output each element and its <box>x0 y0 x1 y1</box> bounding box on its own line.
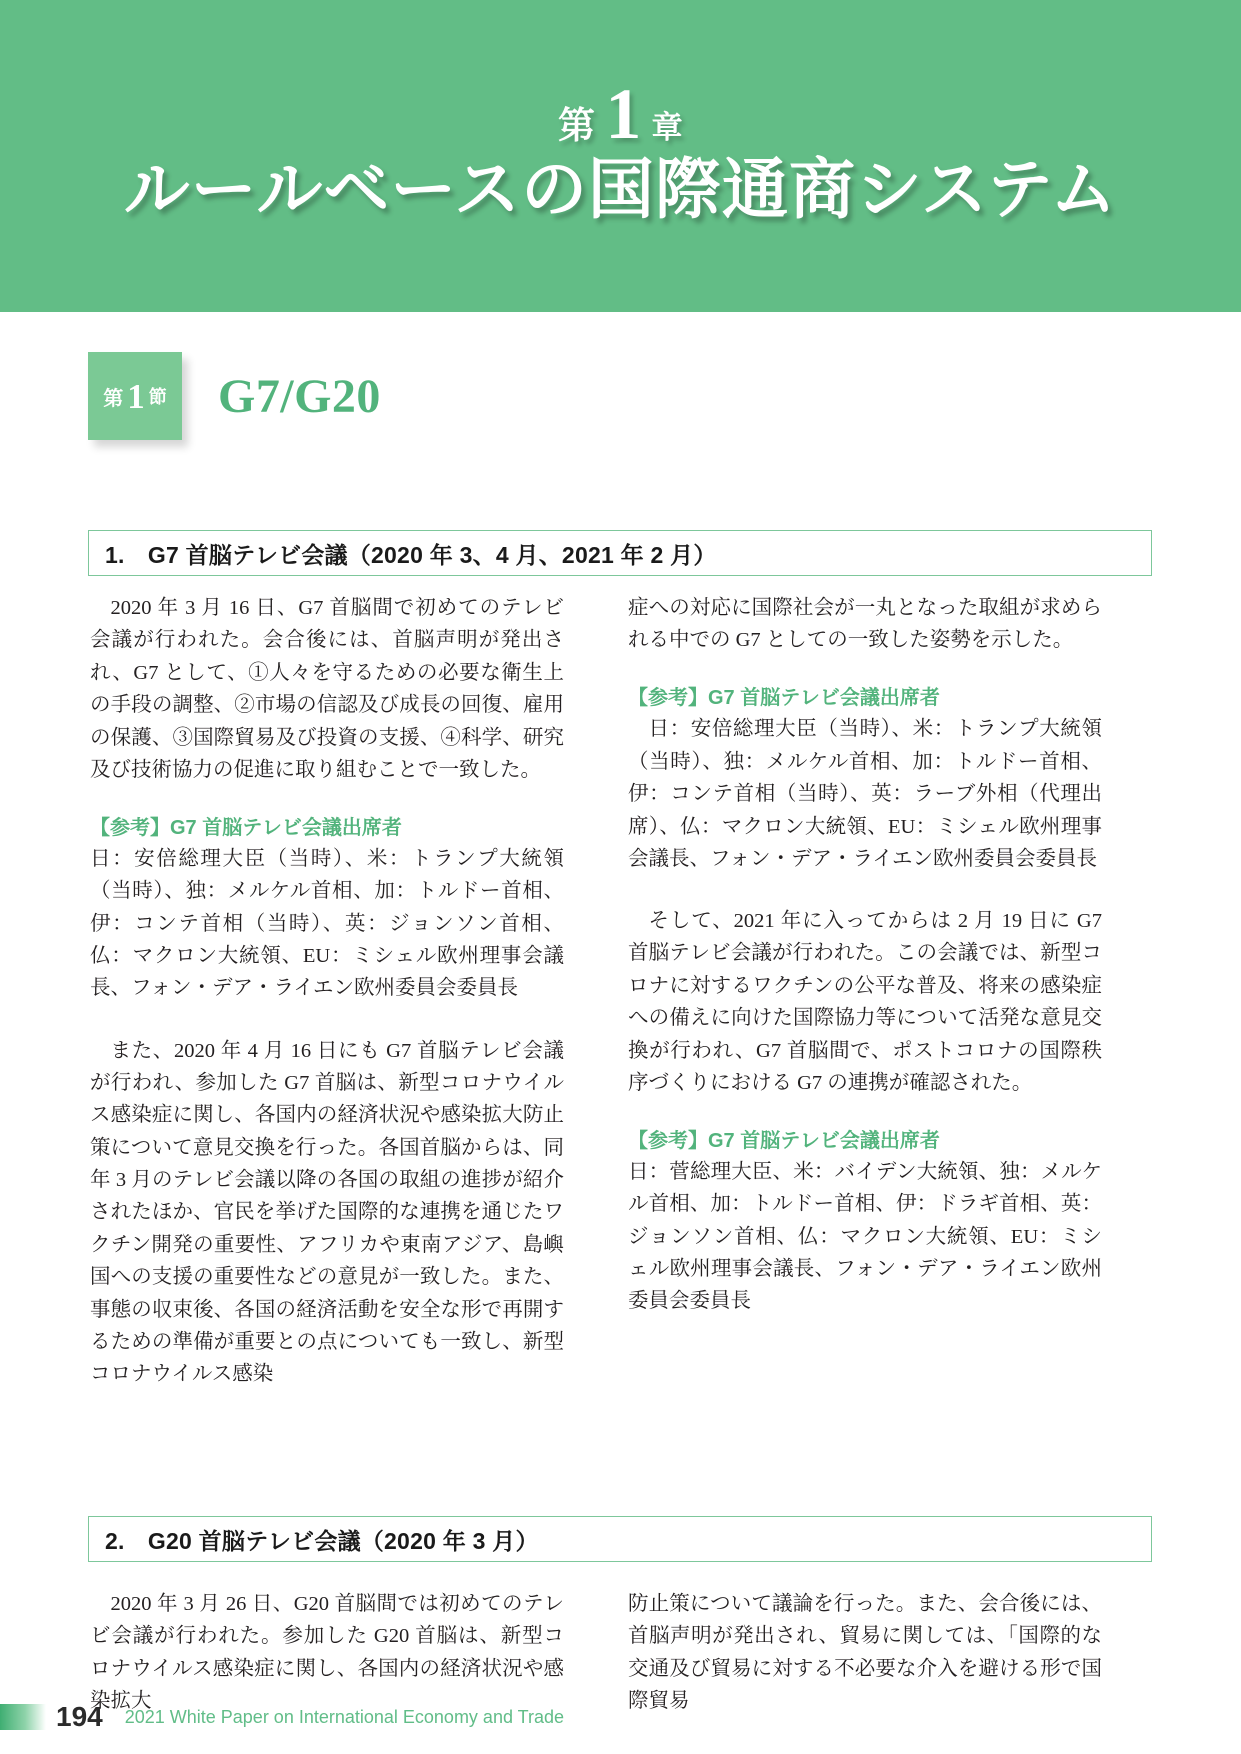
reference-2-body: 日：安倍総理大臣（当時）、米：トランプ大統領（当時）、独：メルケル首相、加：トルドー首相、伊：コンテ首相（当時）、英：ラーブ外相（代理出席）、仏：マクロン大統領、EU：ミシェル欧州理事会議長、フォン・デア・ライエン欧州委員会委員長 <box>628 718 1102 870</box>
section-title: G7/G20 <box>218 369 381 423</box>
reference-3-title: 【参考】G7 首脳テレビ会議出席者 <box>628 1129 940 1152</box>
reference-2-title: 【参考】G7 首脳テレビ会議出席者 <box>628 687 940 710</box>
chapter-kicker <box>558 74 683 155</box>
heading-1-text: 1. G7 首脳テレビ会議（2020 年 3、4 月、2021 年 2 月） <box>105 541 717 568</box>
section-badge <box>88 352 182 440</box>
reference-1-title: 【参考】G7 首脳テレビ会議出席者 <box>90 816 402 839</box>
reference-block-2 <box>628 684 1102 875</box>
paragraph-1: 2020 年 3 月 16 日、G7 首脳間で初めてのテレビ会議が行われた。会合後には、首脳声明が発出され、G7 として、①人々を守るための必要な衛生上の手段の調整、②市場の信認及び成長の回復、雇用の保護、③国際貿易及び投資の支援、④科学、研究及び技術協力の促進に取り組むことで一致した。 <box>90 597 564 781</box>
reference-1-body: 日：安倍総理大臣（当時）、米：トランプ大統領（当時）、独：メルケル首相、加：トルドー首相、伊：コンテ首相（当時）、英：ジョンソン首相、仏：マクロン大統領、EU：ミシェル欧州理事会議長、フォン・デア・ライエン欧州委員会委員長 <box>90 847 564 1000</box>
footer-label: 2021 White Paper on International Economy and Trade <box>124 1706 564 1727</box>
chapter-kicker-suffix: 章 <box>651 110 683 146</box>
reference-block-3 <box>628 1127 1102 1318</box>
chapter-kicker-prefix: 第 <box>558 106 596 148</box>
heading-box-2 <box>88 1516 1152 1562</box>
paragraph-4: 2020 年 3 月 26 日、G20 首脳間では初めてのテレビ会議が行われた。参加した G20 首脳は、新型コロナウイルス感染症に関し、各国内の経済状況や感染拡大 <box>90 1593 564 1713</box>
footer-accent-bar <box>0 1704 46 1730</box>
reference-3-body: 日：菅総理大臣、米：バイデン大統領、独：メルケル首相、加：トルドー首相、伊：ドラギ首相、英：ジョンソン首相、仏：マクロン大統領、EU：ミシェル欧州理事会議長、フォン・デア・ライエン欧州委員会委員長 <box>628 1160 1102 1313</box>
reference-block-1 <box>90 814 564 1005</box>
section-badge-suffix: 節 <box>148 387 167 407</box>
paragraph-2: また、2020 年 4 月 16 日にも G7 首脳テレビ会議が行われ、参加した G7 首脳は、新型コロナウイルス感染症に関し、各国内の経済状況や感染拡大防止策について意見交換を行った。各国首脳からは、同年 3 月のテレビ会議以降の各国の取組の進捗が紹介されたほか、官民を挙げた国際的な連携を通じたワクチン開発の重要性、アフリカや東南アジア、島嶼国への支援の重要性などの意見が一致した。また、事態の収束後、各国の経済活動を安全な形で再開するための準備が重要との点についても一致し、新型コロナウイルス感染 <box>90 1039 564 1386</box>
page-number: 194 <box>56 1701 103 1732</box>
chapter-number: 1 <box>605 74 642 155</box>
column-left-article-1 <box>90 592 564 1391</box>
heading-box-1 <box>88 530 1152 576</box>
heading-2-text: 2. G20 首脳テレビ会議（2020 年 3 月） <box>105 1527 539 1554</box>
column-right-article-1 <box>628 592 1102 1318</box>
paragraph-4-continued: 防止策について議論を行った。また、会合後には、首脳声明が発出され、貿易に関しては、「国際的な交通及び貿易に対する不必要な介入を避ける形で国際貿易 <box>628 1593 1102 1713</box>
page-footer <box>0 1694 1241 1740</box>
paragraph-3: そして、2021 年に入ってからは 2 月 19 日に G7 首脳テレビ会議が行われた。この会議では、新型コロナに対するワクチンの公平な普及、将来の感染症への備えに向けた国際協力等について活発な意見交換が行われ、G7 首脳間で、ポストコロナの国際秩序づくりにおける G7 の連携が確認された。 <box>628 910 1102 1094</box>
section-badge-prefix: 第 <box>103 387 124 410</box>
chapter-banner <box>0 0 1241 312</box>
paragraph-2-continued: 症への対応に国際社会が一丸となった取組が求められる中での G7 としての一致した姿勢を示した。 <box>628 597 1102 652</box>
chapter-title: ルールベースの国際通商システム <box>123 154 1118 228</box>
section-badge-number: 1 <box>127 376 145 416</box>
section-header <box>88 352 381 440</box>
